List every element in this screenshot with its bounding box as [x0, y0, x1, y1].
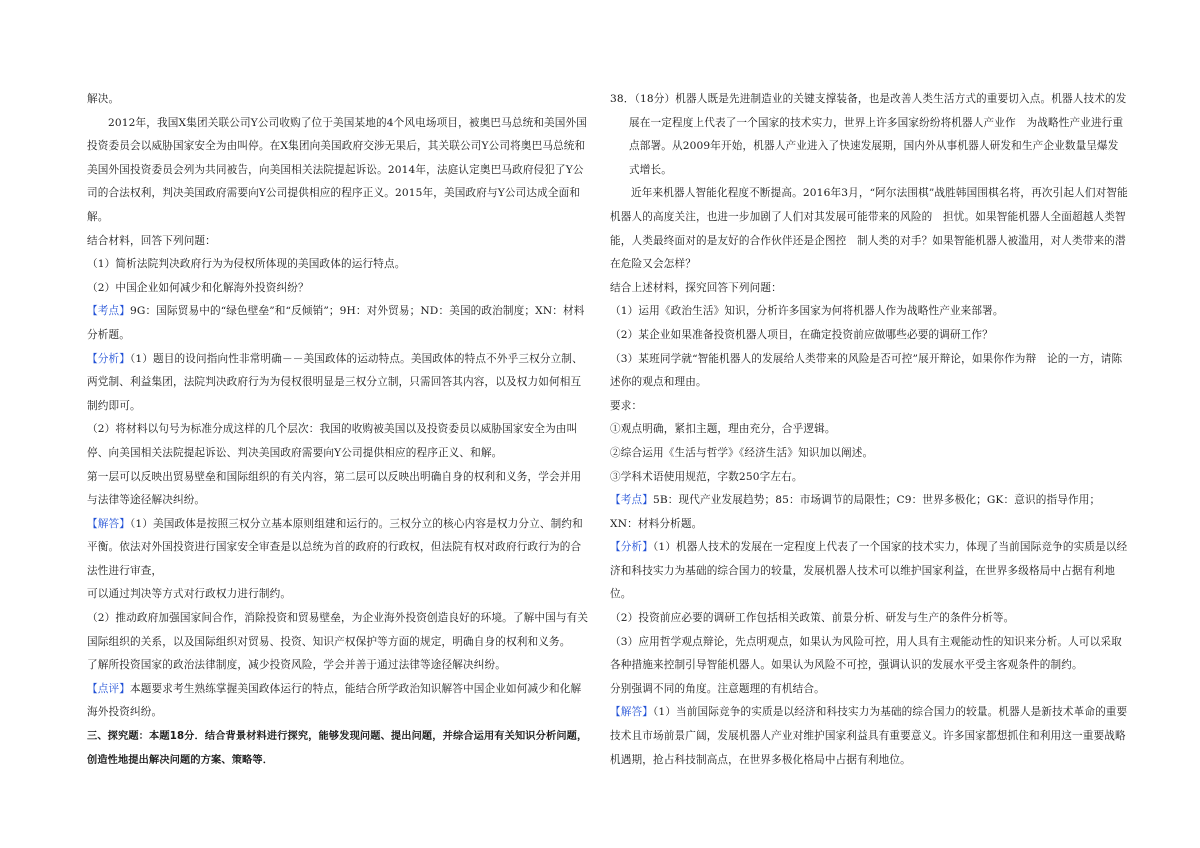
paragraph-text: 2012年，我国X集团关联公司Y公司收购了位于美国某地的4个风电场项目，被奥巴马总统和美国外国投资委员会以威胁国家安全为由叫停。在X集团向美国政府交涉无果后，其关联公司Y公司将奥巴马总统和美国外国投资委员会列为共同被告，向美国相关法院提起诉讼。2014年，法庭认定奥巴马政府侵犯了Y公司的合法权利，判决美国政府需要向Y公司提供相应的程序正义。2015年，美国政府与Y公司达成全面和解。 [87, 116, 588, 223]
right-paragraph [610, 300, 1128, 324]
left-column [87, 88, 591, 772]
section-tag: 【分析】 [610, 541, 653, 554]
paragraph-text: （1）机器人技术的发展在一定程度上代表了一个国家的技术实力，体现了当前国际竞争的实质是以经济和科技实力为基础的综合国力的较量，发展机器人技术可以维护国家利益，在世界多级格局中占据有利地位。 [610, 541, 1128, 601]
paragraph-text: （2）投资前应必要的调研工作包括相关政策、前景分析、研发与生产的条件分析等。 [610, 612, 1015, 625]
right-paragraph [610, 442, 1128, 466]
paragraph-text: （2）推动政府加强国家间合作，消除投资和贸易壁垒，为企业海外投资创造良好的环境。了解中国与有关国际组织的关系，以及国际组织对贸易、投资、知识产权保护等方面的规定，明确自身的权利和义务。 [87, 612, 589, 648]
right-paragraph [610, 536, 1128, 607]
left-paragraph [87, 112, 591, 230]
paragraph-text: （1）简析法院判决政府行为为侵权所体现的美国政体的运行特点。 [87, 258, 406, 271]
right-paragraph [610, 348, 1128, 395]
paragraph-text: 本题要求考生熟练掌握美国政体运行的特点，能结合所学政治知识解答中国企业如何减少和化解海外投资纠纷。 [87, 682, 582, 719]
right-paragraph [610, 489, 1128, 536]
paragraph-text: 结合材料，回答下列问题： [87, 234, 216, 247]
paragraph-text: 三、探究题：本题18分．结合背景材料进行探究，能够发现问题、提出问题，并综合运用有关知识分析问题，创造性地提出解决问题的方案、策略等． [87, 731, 588, 766]
paragraph-text: （1）题目的设问指向性非常明确－－美国政体的运动特点。美国政体的特点不外乎三权分立制、两党制、利益集团，法院判决政府行为为侵权很明显是三权分立制，只需回答其内容，以及权力如何相互制约即可。 [87, 352, 583, 412]
paragraph-text: （3）应用哲学观点辩论，先点明观点，如果认为风险可控，用人具有主观能动性的知识来分析。人可以采取各种措施来控制引导智能机器人。如果认为风险不可控，强调认识的发展水平受主客观条件的制约。 [610, 635, 1122, 672]
right-paragraph [610, 324, 1128, 348]
left-paragraph [87, 583, 591, 607]
section-tag: 【分析】 [87, 352, 130, 365]
right-paragraph [610, 395, 1128, 419]
section-tag: 【解答】 [610, 706, 653, 719]
left-paragraph [87, 418, 591, 465]
paragraph-text: 分别强调不同的角度。注意题理的有机结合。 [610, 682, 825, 695]
left-paragraph [87, 654, 591, 678]
paragraph-text: （1）运用《政治生活》知识，分析许多国家为何将机器人作为战略性产业来部署。 [610, 305, 1004, 318]
right-paragraph [610, 88, 1128, 182]
left-paragraph [87, 230, 591, 254]
left-paragraph [87, 88, 591, 112]
section-tag: 【解答】 [87, 517, 130, 530]
paragraph-text: 可以通过判决等方式对行政权力进行制约。 [87, 588, 292, 601]
left-paragraph [87, 466, 591, 513]
right-paragraph [610, 466, 1128, 490]
paragraph-text: 结合上述材料，探究回答下列问题： [610, 281, 782, 294]
paragraph-text: 近年来机器人智能化程度不断提高。2016年3月，“阿尔法围棋”战胜韩国围棋名将，再次引起人们对智能机器人的高度关注，也进一步加剧了人们对其发展可能带来的风险的 担忧。如果智能机器人全面超越人类智能，人类最终面对的是友好的合作伙伴还是企图控 制人类的对手？如果智能机器人被滥用，对人类带来的潜在危险又会怎样？ [610, 187, 1128, 271]
left-paragraph [87, 607, 591, 654]
left-paragraph [87, 725, 591, 772]
paragraph-text: （2）某企业如果准备投资机器人项目，在确定投资前应做哪些必要的调研工作？ [610, 328, 993, 341]
section-tag: 【考点】 [610, 494, 653, 507]
left-paragraph [87, 678, 591, 725]
right-paragraph [610, 631, 1128, 678]
left-paragraph [87, 253, 591, 277]
left-paragraph [87, 348, 591, 419]
paragraph-text: （3）某班同学就“智能机器人的发展给人类带来的风险是否可控”展开辩论，如果你作为辩 论的一方，请陈述你的观点和理由。 [610, 352, 1123, 389]
right-paragraph [610, 607, 1128, 631]
section-tag: 【点评】 [87, 682, 130, 695]
left-paragraph [87, 300, 591, 347]
paragraph-text: 38．（18分）机器人既是先进制造业的关键支撑装备，也是改善人类生活方式的重要切入点。机器人技术的发展在一定程度上代表了一个国家的技术实力，世界上许多国家纷纷将机器人产业作 为战略性产业进行重点部署。从2009年开始，机器人产业进入了快速发展期，国内外从事机器人研发和生产企业数量呈爆发式增长。 [610, 93, 1127, 176]
paragraph-text: 要求： [610, 399, 643, 412]
right-paragraph [610, 418, 1128, 442]
paragraph-text: 5B：现代产业发展趋势；85：市场调节的局限性；C9：世界多极化；GK：意识的指导作用；XN：材料分析题。 [610, 494, 1101, 530]
section-tag: 【考点】 [87, 305, 130, 318]
paragraph-text: （1）美国政体是按照三权分立基本原则组建和运行的。三权分立的核心内容是权力分立、制约和平衡。依法对外国投资进行国家安全审查是以总统为首的政府的行政权，但法院有权对政府行政行为的合法性进行审查， [87, 517, 583, 577]
paragraph-text: 了解所投资国家的政治法律制度，减少投资风险，学会并善于通过法律等途径解决纠纷。 [87, 659, 507, 672]
right-paragraph [610, 182, 1128, 276]
paragraph-text: 解决。 [87, 93, 120, 105]
left-paragraph [87, 277, 591, 301]
paragraph-text: ③学科术语使用规范，字数250字左右。 [610, 470, 803, 483]
right-paragraph [610, 678, 1128, 702]
paragraph-text: 9G：国际贸易中的“绿色壁垒”和“反倾销”；9H：对外贸易；ND：美国的政治制度；XN：材料分析题。 [87, 305, 585, 341]
right-paragraph [610, 277, 1128, 301]
right-paragraph [610, 701, 1128, 772]
left-paragraph [87, 513, 591, 584]
paragraph-text: ①观点明确，紧扣主题，理由充分，合乎逻辑。 [610, 423, 836, 436]
paragraph-text: 第一层可以反映出贸易壁垒和国际组织的有关内容，第二层可以反映出明确自身的权利和义务，学会并用与法律等途径解决纠纷。 [87, 470, 582, 507]
paragraph-text: （1）当前国际竞争的实质是以经济和科技实力为基础的综合国力的较量。机器人是新技术革命的重要技术且市场前景广阔，发展机器人产业对维护国家利益具有重要意义。许多国家都想抓住和利用这一重要战略机遇期，抢占科技制高点，在世界多极化格局中占据有利地位。 [610, 706, 1128, 766]
paragraph-text: （2）中国企业如何减少和化解海外投资纠纷？ [87, 281, 309, 294]
paragraph-text: ②综合运用《生活与哲学》《经济生活》知识加以阐述。 [610, 446, 874, 459]
right-column [610, 88, 1128, 772]
paragraph-text: （2）将材料以句号为标准分成这样的几个层次：我国的收购被美国以及投资委员以威胁国家安全为由叫停、向美国相关法院提起诉讼、判决美国政府需要向Y公司提供相应的程序正义、和解。 [87, 423, 578, 459]
